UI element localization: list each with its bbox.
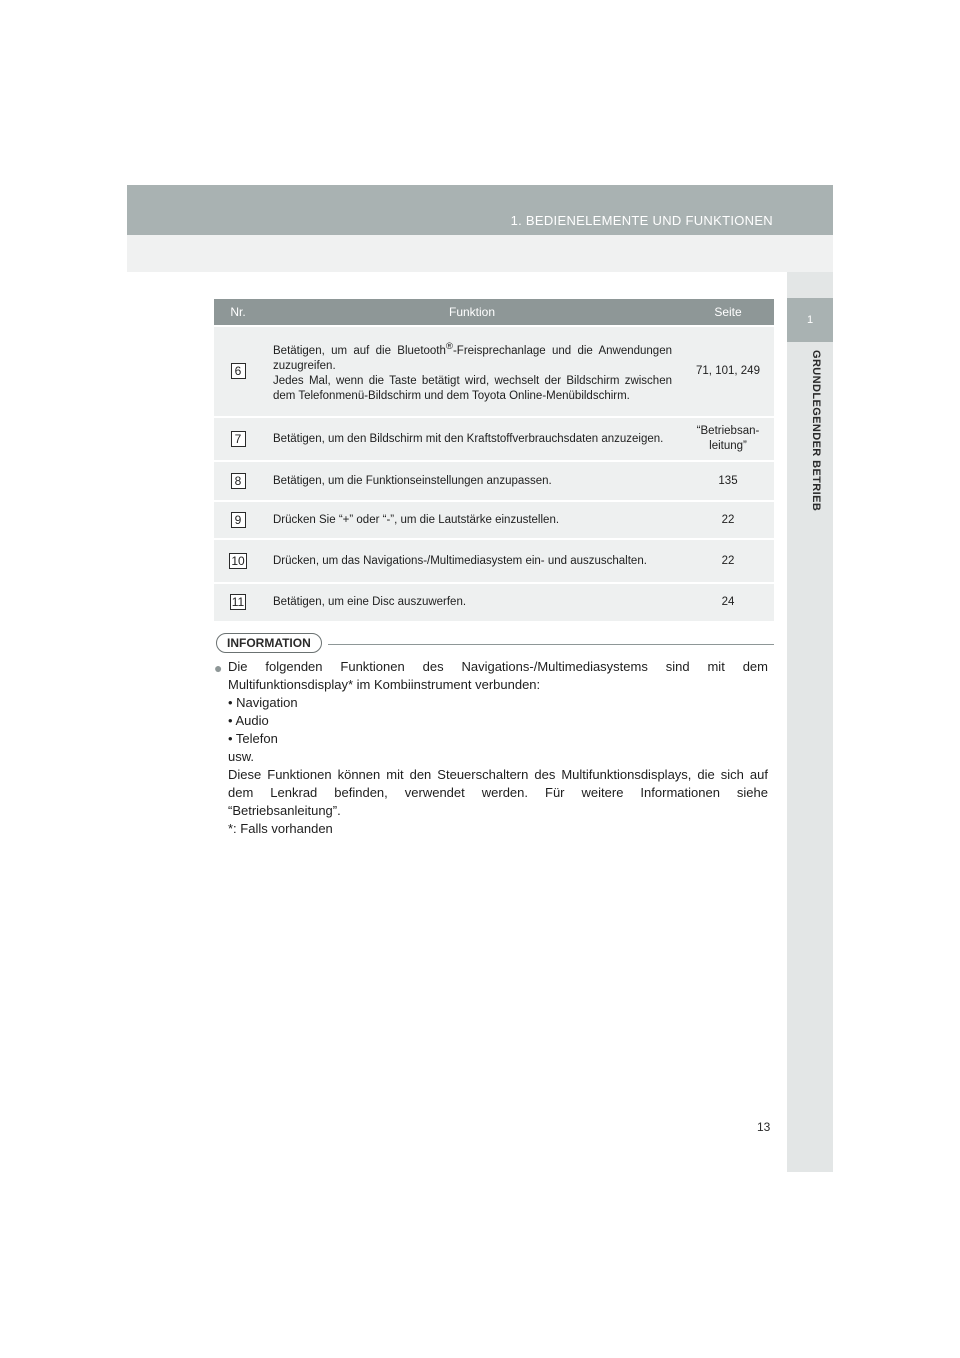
row-number: 8: [231, 473, 246, 489]
row-number: 11: [231, 595, 245, 609]
information-body: Diese Funktionen können mit den Steuerschaltern des Multifunktionsdisplays, die sich auf dem Lenkrad befinden, verwendet werden. Für weitere Informationen siehe “Betriebsanleitung”.: [228, 767, 768, 818]
function-text: Betätigen, um die Funktionseinstellungen anzupassen.: [262, 461, 682, 501]
function-text-line2: Jedes Mal, wenn die Taste betätigt wird, wechselt der Bildschirm zwischen dem Telefonmenü-Bildschirm und dem Toyota Online-Menübildschirm.: [273, 374, 672, 402]
list-item: • Telefon: [228, 731, 278, 746]
table-header-row: [214, 299, 774, 326]
information-footnote: *: Falls vorhanden: [228, 821, 333, 836]
function-text: Drücken Sie “+” oder “-”, um die Lautstärke einzustellen.: [262, 501, 682, 539]
page-reference: 24: [682, 583, 774, 621]
information-etc: usw.: [228, 749, 255, 764]
page-reference: 135: [682, 461, 774, 501]
page-reference: 22: [682, 539, 774, 583]
header-page: Seite: [682, 299, 774, 326]
page-reference: 22: [682, 501, 774, 539]
row-number: 6: [231, 363, 246, 379]
information-intro: Die folgenden Funktionen des Navigations-/Multimediasystems sind mit dem Multifunktionsdisplay* im Kombiinstrument verbunden:: [228, 659, 768, 692]
function-text: Betätigen, um auf die Bluetooth: [273, 344, 446, 357]
table-row: [214, 583, 774, 621]
row-number-cell: [214, 501, 262, 539]
row-number: 7: [231, 431, 246, 447]
table-row: [214, 539, 774, 583]
table-row: [214, 417, 774, 461]
information-block: [214, 658, 768, 838]
table-row: [214, 461, 774, 501]
function-table: [214, 299, 774, 621]
header-function: Funktion: [262, 299, 682, 326]
table-row: [214, 326, 774, 417]
row-number-cell: [214, 583, 262, 621]
chapter-tab[interactable]: 1: [787, 298, 833, 342]
header-band: [127, 235, 833, 272]
bullet-icon: ●: [214, 660, 223, 676]
row-number-cell: [214, 461, 262, 501]
function-text: Drücken, um das Navigations-/Multimediasystem ein- und auszuschalten.: [262, 539, 682, 583]
page-reference: “Betriebsan-leitung”: [682, 417, 774, 461]
section-label: GRUNDLEGENDER BETRIEB: [810, 350, 822, 512]
function-text: Betätigen, um den Bildschirm mit den Kraftstoffverbrauchsdaten anzuzeigen.: [262, 417, 682, 461]
table-row: [214, 501, 774, 539]
page-reference: 71, 101, 249: [682, 326, 774, 417]
function-text: Betätigen, um eine Disc auszuwerfen.: [262, 583, 682, 621]
row-number-cell: [214, 417, 262, 461]
registered-mark: ®: [445, 341, 453, 353]
chapter-header-bar: [127, 185, 833, 235]
list-item: • Navigation: [228, 695, 298, 710]
function-cell: [262, 326, 682, 417]
chapter-title: 1. BEDIENELEMENTE UND FUNKTIONEN: [510, 213, 773, 228]
header-nr: Nr.: [214, 299, 262, 326]
information-divider: [328, 644, 774, 645]
row-number-cell: [214, 539, 262, 583]
row-number: 10: [231, 553, 245, 568]
row-number-cell: [214, 326, 262, 417]
page-number: 13: [757, 1120, 771, 1134]
row-number: 9: [231, 512, 246, 528]
function-text-cont: -Freisprechanlage und die Anwendungen zuzugreifen.: [273, 344, 672, 372]
information-badge: INFORMATION: [216, 633, 322, 653]
list-item: • Audio: [228, 713, 269, 728]
